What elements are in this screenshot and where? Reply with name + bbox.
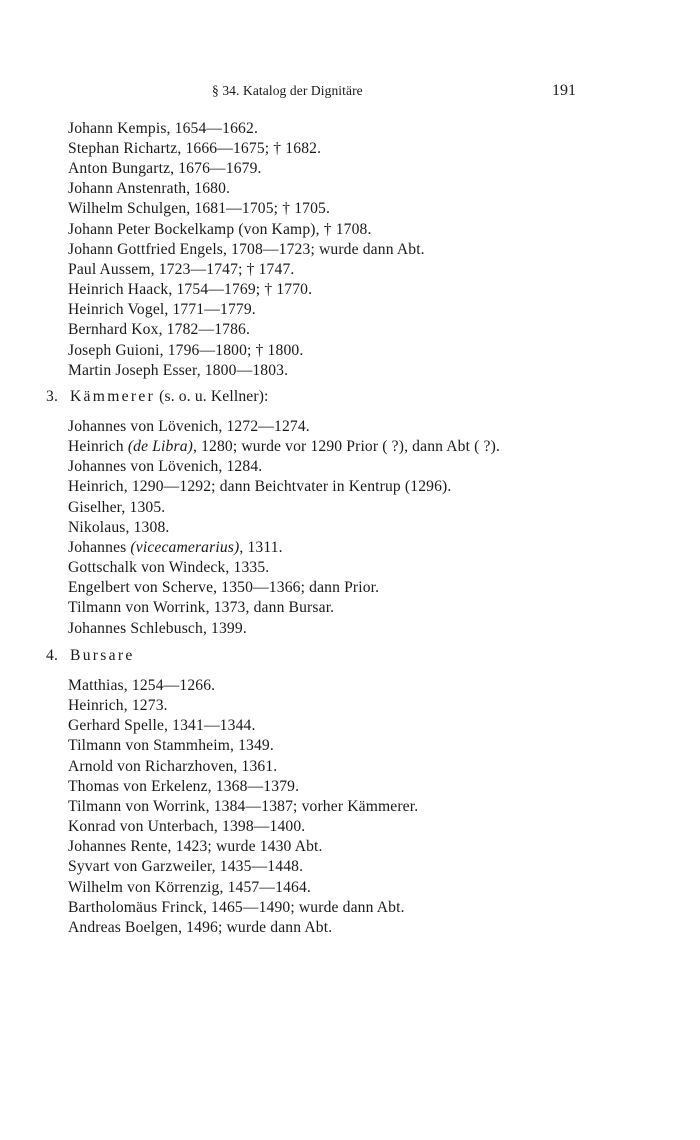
entry-line: Arnold von Richarzhoven, 1361.	[68, 758, 278, 775]
entry-line: Joseph Guioni, 1796—1800; † 1800.	[68, 342, 304, 359]
entry-line: Tilmann von Stammheim, 1349.	[68, 737, 274, 754]
entry-line: Tilmann von Worrink, 1373, dann Bursar.	[68, 599, 335, 616]
section-heading-bursare	[46, 646, 135, 666]
entry-line: Johann Peter Bockelkamp (von Kamp), † 1708.	[68, 221, 372, 238]
latin-epithet: (vicecamerarius)	[130, 539, 240, 556]
entry-line: Heinrich (de Libra), 1280; wurde vor 1290 Prior ( ?), dann Abt ( ?).	[68, 438, 501, 455]
latin-epithet: (de Libra)	[127, 438, 193, 455]
entry-line: Johannes Schlebusch, 1399.	[68, 620, 247, 637]
entry-line: Engelbert von Scherve, 1350—1366; dann Prior.	[68, 579, 380, 596]
entry-line: Johannes Rente, 1423; wurde 1430 Abt.	[68, 838, 323, 855]
entry-line: Bartholomäus Frinck, 1465—1490; wurde dann Abt.	[68, 899, 405, 916]
entry-line: Syvart von Garzweiler, 1435—1448.	[68, 858, 304, 875]
entry-line: Konrad von Unterbach, 1398—1400.	[68, 818, 306, 835]
entry-line: Bernhard Kox, 1782—1786.	[68, 321, 251, 338]
entry-line: Martin Joseph Esser, 1800—1803.	[68, 362, 289, 379]
section-heading-kaemmerer	[46, 387, 269, 407]
entry-line: Matthias, 1254—1266.	[68, 677, 216, 694]
entry-line: Thomas von Erkelenz, 1368—1379.	[68, 778, 300, 795]
entry-line: Andreas Boelgen, 1496; wurde dann Abt.	[68, 919, 333, 936]
entry-line: Heinrich Haack, 1754—1769; † 1770.	[68, 281, 313, 298]
section-title: Kämmerer	[70, 388, 156, 405]
entry-line: Gerhard Spelle, 1341—1344.	[68, 717, 256, 734]
section-title: Bursare	[70, 647, 135, 664]
entry-line: Johann Anstenrath, 1680.	[68, 180, 231, 197]
entry-line: Paul Aussem, 1723—1747; † 1747.	[68, 261, 295, 278]
section-note: (s. o. u. Kellner):	[159, 388, 269, 405]
entry-line: Heinrich, 1273.	[68, 697, 168, 714]
entry-line: Tilmann von Worrink, 1384—1387; vorher Kämmerer.	[68, 798, 419, 815]
entry-line: Johann Kempis, 1654—1662.	[68, 120, 258, 137]
section-number: 4.	[46, 647, 58, 664]
entry-line: Gottschalk von Windeck, 1335.	[68, 559, 270, 576]
entry-line: Johannes (vicecamerarius), 1311.	[68, 539, 283, 556]
entry-line: Heinrich, 1290—1292; dann Beichtvater in Kentrup (1296).	[68, 478, 452, 495]
entry-line: Anton Bungartz, 1676—1679.	[68, 160, 262, 177]
running-head	[0, 83, 700, 101]
entry-line: Johann Gottfried Engels, 1708—1723; wurde dann Abt.	[68, 241, 425, 258]
page-number: 191	[552, 82, 576, 99]
entry-line: Wilhelm von Körrenzig, 1457—1464.	[68, 879, 311, 896]
section-number: 3.	[46, 388, 58, 405]
entry-line: Johannes von Lövenich, 1272—1274.	[68, 418, 310, 435]
entry-line: Giselher, 1305.	[68, 499, 166, 516]
entry-line: Stephan Richartz, 1666—1675; † 1682.	[68, 140, 322, 157]
entry-line: Heinrich Vogel, 1771—1779.	[68, 301, 256, 318]
entry-line: Wilhelm Schulgen, 1681—1705; † 1705.	[68, 200, 331, 217]
running-title: § 34. Katalog der Dignitäre	[212, 83, 363, 98]
entry-line: Johannes von Lövenich, 1284.	[68, 458, 263, 475]
entry-line: Nikolaus, 1308.	[68, 519, 170, 536]
